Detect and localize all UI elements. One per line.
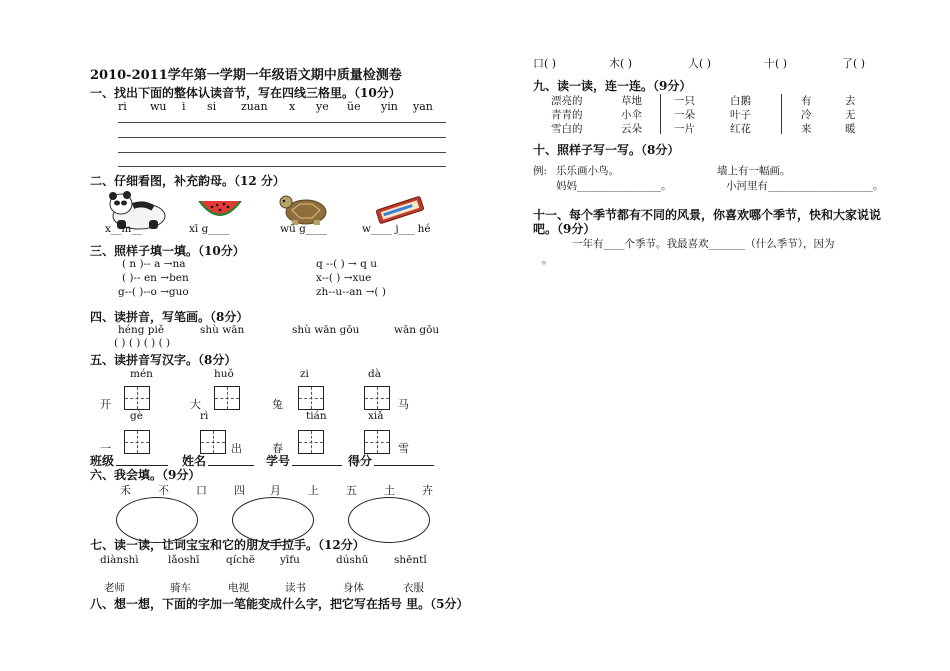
column-divider	[660, 94, 661, 134]
match-word: 读书	[285, 582, 306, 594]
name-label: 姓名	[182, 454, 207, 468]
fill-char: 上	[308, 484, 319, 497]
word-char: 一	[100, 442, 111, 455]
hanzi-pinyin: tián	[306, 410, 327, 422]
match-pinyin: qíchē	[226, 554, 255, 566]
match-word: 一朵	[674, 109, 695, 121]
syllable: yan	[413, 100, 433, 113]
column-divider	[781, 94, 782, 134]
word-char: 兔	[272, 398, 283, 411]
stroke-pinyin: wān gōu	[394, 324, 440, 336]
match-word: 漂亮的	[551, 95, 583, 107]
section-7-heading: 七、读一读，让词宝宝和它的朋友手拉手。（12分）	[90, 538, 365, 552]
section-5-heading: 五、读拼音写汉字。（8分）	[90, 353, 237, 367]
match-word: 骑车	[170, 582, 191, 594]
word-char: 雪	[398, 442, 409, 455]
hanzi-pinyin: huǒ	[214, 368, 234, 380]
syllable: si	[207, 100, 217, 113]
match-word: 无	[845, 109, 856, 121]
example-label: 例:	[533, 165, 548, 177]
match-word: 青青的	[551, 109, 583, 121]
student-id-field[interactable]	[292, 465, 342, 466]
hanzi-pinyin: dà	[368, 368, 381, 380]
word-char: 出	[231, 442, 242, 455]
hanzi-pinyin: mén	[130, 368, 153, 380]
stroke-pinyin: héng piě	[118, 324, 165, 336]
spelling-row: zh--u--an →( )	[316, 286, 386, 298]
syllable: wu	[150, 100, 167, 113]
writing-line	[118, 137, 446, 138]
word-char: 春	[272, 442, 283, 455]
writing-line	[118, 122, 446, 123]
fill-char: 禾	[120, 484, 131, 497]
sentence-prompt[interactable]: 妈妈________________。	[556, 180, 672, 192]
sentence-prompt[interactable]: 小河里有____________________。	[726, 180, 884, 192]
match-pinyin: dúshū	[336, 554, 369, 566]
section-4-heading: 四、读拼音，写笔画。（8分）	[90, 310, 249, 324]
picture-label: x__m__	[105, 223, 142, 235]
match-word: 白鹅	[730, 95, 751, 107]
word-char: 马	[398, 398, 409, 411]
match-word: 有	[801, 95, 812, 107]
add-stroke-item[interactable]: 了( )	[842, 57, 866, 70]
fill-char: 不	[158, 484, 169, 497]
match-word: 电视	[228, 582, 249, 594]
add-stroke-item[interactable]: 木( )	[609, 57, 633, 70]
syllable: i	[182, 100, 186, 113]
add-stroke-item[interactable]: 十( )	[764, 57, 788, 70]
syllable: üe	[347, 100, 361, 113]
section-9-heading: 九、读一读，连一连。（9分）	[533, 79, 692, 93]
add-stroke-item[interactable]: 口( )	[533, 57, 557, 70]
match-word: 红花	[730, 123, 751, 135]
fill-char: 月	[270, 484, 281, 497]
tianzige-box[interactable]	[124, 430, 150, 454]
section-8-heading: 八、想一想，下面的字加一笔能变成什么字，把它写在括号 里。（5分）	[90, 597, 469, 611]
hanzi-pinyin: zi	[300, 368, 309, 380]
season-sentence-end: 。	[542, 254, 553, 266]
match-word: 一片	[674, 123, 695, 135]
match-word: 草地	[621, 95, 642, 107]
spelling-row: ( n )-- a →na	[122, 258, 186, 270]
example-sentence: 墙上有一幅画。	[717, 165, 791, 177]
tianzige-box[interactable]	[298, 386, 324, 410]
hanzi-pinyin: rì	[200, 410, 209, 422]
picture-label: w____ j___ hé	[362, 223, 431, 235]
turtle-image	[278, 190, 336, 226]
match-word: 衣服	[403, 582, 424, 594]
writing-line	[118, 152, 446, 153]
section-10-heading: 十、照样子写一写。（8分）	[533, 143, 680, 157]
match-word: 身体	[343, 582, 364, 594]
match-word: 雪白的	[551, 123, 583, 135]
score-label: 得分	[348, 454, 373, 468]
syllable: ye	[316, 100, 329, 113]
fill-char: 四	[234, 484, 245, 497]
section-6-heading: 六、我会填。（9分）	[90, 468, 201, 482]
syllable: ri	[118, 100, 127, 113]
spelling-row: q --( ) → q u	[316, 258, 377, 270]
section-11-heading-cont: 吧。（9分）	[533, 222, 596, 236]
tianzige-box[interactable]	[124, 386, 150, 410]
match-word: 叶子	[730, 109, 751, 121]
example-sentence: 乐乐画小鸟。	[556, 165, 619, 177]
word-char: 大	[190, 398, 201, 411]
syllable: yin	[381, 100, 398, 113]
stroke-answer-blanks[interactable]: ( ) ( ) ( ) ( )	[114, 337, 171, 349]
section-1-heading: 一、找出下面的整体认读音节，写在四线三格里。（10分）	[90, 86, 401, 100]
match-word: 去	[845, 95, 856, 107]
spelling-row: x--( ) →xue	[316, 272, 372, 284]
page-title: 2010-2011学年第一学期一年级语文期中质量检测卷	[90, 68, 402, 83]
pencil-box-image	[374, 195, 426, 225]
tianzige-box[interactable]	[214, 386, 240, 410]
stroke-pinyin: shù wān gōu	[292, 324, 360, 336]
name-field[interactable]	[208, 465, 254, 466]
fill-char: 口	[196, 484, 207, 497]
word-char: 开	[100, 398, 111, 411]
match-pinyin: yīfu	[280, 554, 300, 566]
section-2-heading: 二、仔细看图，补充韵母。（12 分）	[90, 174, 285, 188]
match-pinyin: shēntǐ	[394, 554, 427, 566]
match-pinyin: diànshì	[100, 554, 139, 566]
match-word: 一只	[674, 95, 695, 107]
tianzige-box[interactable]	[200, 430, 226, 454]
hanzi-pinyin: xiǎ	[368, 410, 384, 422]
tianzige-box[interactable]	[298, 430, 324, 454]
picture-label: xī g____	[189, 223, 230, 235]
match-word: 来	[801, 123, 812, 135]
tianzige-box[interactable]	[364, 430, 390, 454]
student-id-label: 学号	[266, 454, 291, 468]
spelling-row: g--( )--o →guo	[118, 286, 189, 298]
match-word: 云朵	[621, 123, 642, 135]
match-word: 小伞	[621, 109, 642, 121]
match-word: 暖	[845, 123, 856, 135]
section-3-heading: 三、照样子填一填。（10分）	[90, 244, 245, 258]
class-label: 班级	[90, 454, 115, 468]
season-sentence[interactable]: 一年有____个季节。我最喜欢_______（什么季节），因为	[572, 238, 835, 250]
tianzige-box[interactable]	[364, 386, 390, 410]
syllable: zuan	[241, 100, 268, 113]
match-word: 老师	[104, 582, 125, 594]
writing-line	[118, 166, 446, 167]
fill-char: 土	[384, 484, 395, 497]
fill-char: 卉	[422, 484, 433, 497]
match-pinyin: lǎoshī	[168, 554, 200, 566]
stroke-pinyin: shù wān	[200, 324, 245, 336]
section-11-heading: 十一、每个季节都有不同的风景，你喜欢哪个季节，快和大家说说	[533, 208, 882, 222]
add-stroke-item[interactable]: 人( )	[688, 57, 712, 70]
fill-char: 五	[346, 484, 357, 497]
hanzi-pinyin: gè	[130, 410, 143, 422]
picture-label: wū g____	[280, 223, 327, 235]
watermelon-image	[195, 193, 245, 225]
match-word: 冷	[801, 109, 812, 121]
score-field[interactable]	[374, 465, 434, 466]
syllable: x	[289, 100, 296, 113]
spelling-row: ( )-- en →ben	[122, 272, 189, 284]
